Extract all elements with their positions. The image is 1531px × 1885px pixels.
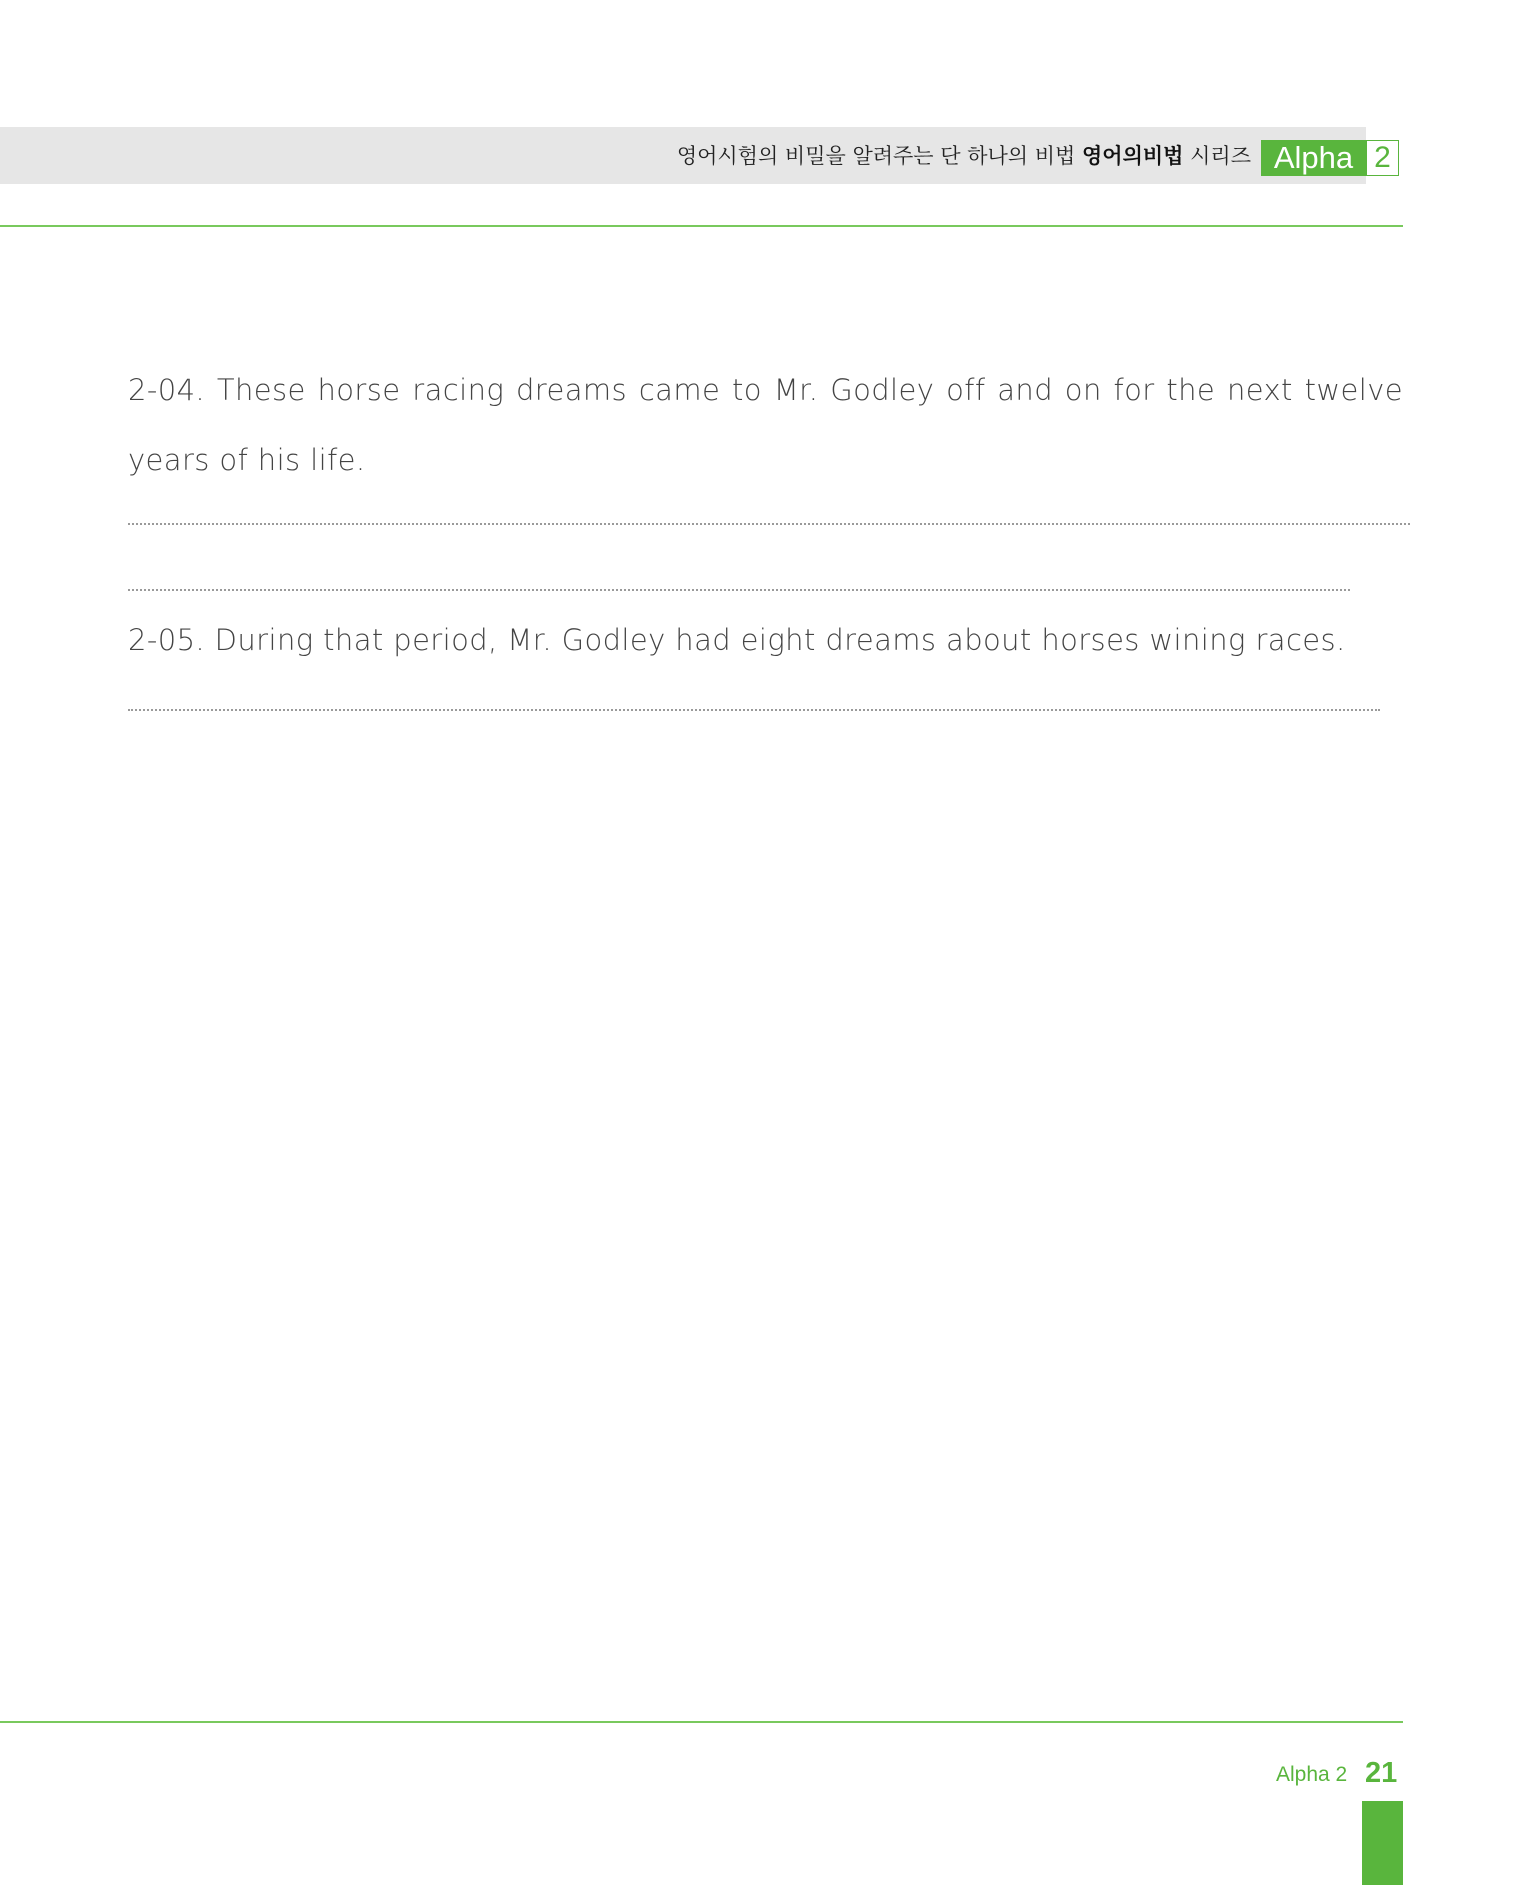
series-title	[677, 141, 1251, 171]
footer-tab	[1362, 1801, 1403, 1885]
page-number: 21	[1365, 1757, 1398, 1789]
series-title-name: 영어의비법	[1082, 144, 1184, 168]
exercise-content	[128, 355, 1403, 711]
answer-line[interactable]	[128, 523, 1410, 525]
footer-divider	[0, 1721, 1403, 1723]
answer-line[interactable]	[128, 589, 1350, 591]
series-title-suffix: 시리즈	[1183, 144, 1251, 168]
series-badge-number: 2	[1366, 140, 1399, 176]
exercise-item-2-05: 2-05. During that period, Mr. Godley had eight dreams about horses wining races.	[128, 623, 1346, 657]
answer-line[interactable]	[128, 709, 1380, 711]
exercise-item-2-04: 2-04. These horse racing dreams came to Mr. Godley off and on for the next twelve years of his life.	[128, 373, 1403, 477]
header-divider	[0, 225, 1403, 227]
footer-book-label: Alpha 2	[1276, 1763, 1348, 1786]
series-title-prefix: 영어시험의 비밀을 알려주는 단 하나의 비법	[676, 144, 1083, 168]
series-badge-label: Alpha	[1261, 140, 1366, 176]
